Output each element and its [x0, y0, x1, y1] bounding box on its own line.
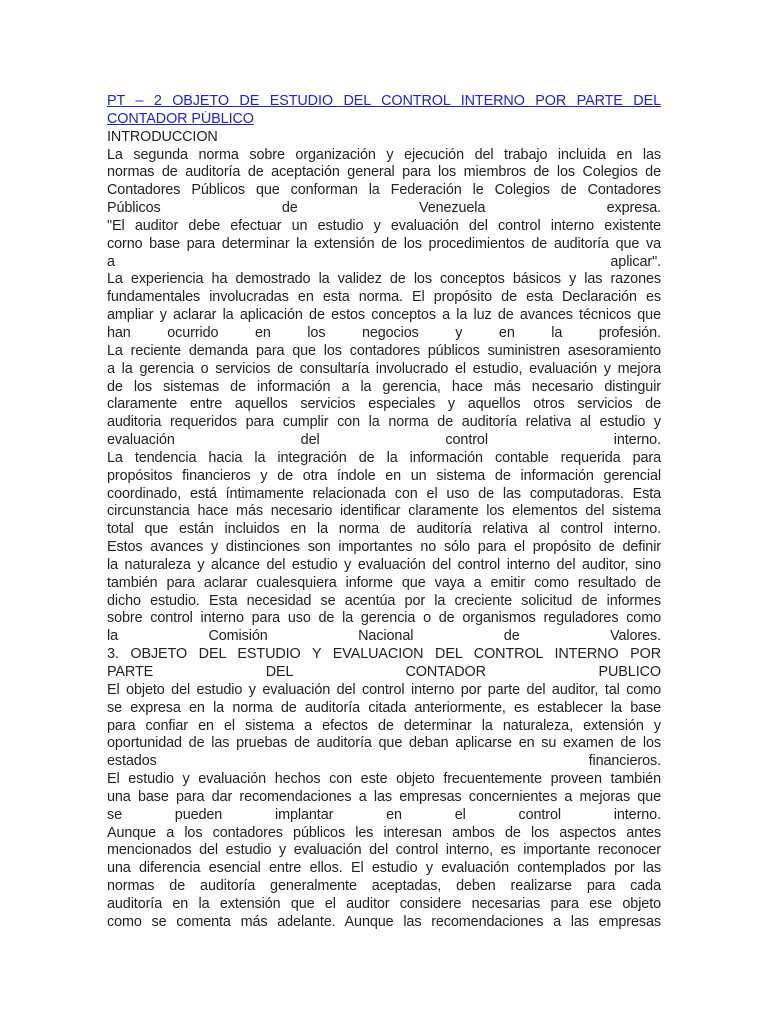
paragraph-line: El estudio y evaluación hechos con este objeto frecuentemente proveen también [107, 771, 661, 788]
paragraph-line: ampliar y aclarar la aplicación de estos conceptos a la luz de avances técnicos que [107, 307, 661, 324]
title-line[interactable]: PT – 2 OBJETO DE ESTUDIO DEL CONTROL INTERNO POR PARTE DEL [107, 93, 661, 109]
paragraph-line: mencionados del estudio y evaluación del control interno, es importante reconocer [107, 842, 661, 859]
paragraph-line: como se comenta más adelante. Aunque las recomendaciones a las empresas [107, 913, 661, 930]
paragraph-line: una base para dar recomendaciones a las empresas concernientes a mejoras que [107, 788, 661, 805]
paragraph-line: auditoría en la extensión que el auditor considere necesarias para ese objeto [107, 895, 661, 912]
paragraph-line: normas de auditoría generalmente aceptadas, deben realizarse para cada [107, 878, 661, 895]
paragraph-line: sobre control interno para uso de la gerencia o de organismos reguladores como [107, 610, 661, 627]
paragraph-line: la naturaleza y alcance del estudio y evaluación del control interno del auditor, sino [107, 556, 661, 573]
paragraph-line: estados financieros. [107, 753, 661, 770]
document-page [107, 93, 661, 932]
paragraph-line: de los sistemas de información a la gerencia, hace más necesario distinguir [107, 378, 661, 395]
paragraph-line: La reciente demanda para que los contadores públicos suministren asesoramiento [107, 342, 661, 359]
paragraph-line: El objeto del estudio y evaluación del control interno por parte del auditor, tal como [107, 681, 661, 698]
document-title-link[interactable] [107, 93, 661, 129]
section-heading-objeto: PARTE DEL CONTADOR PUBLICO [107, 664, 661, 680]
paragraph-line: La experiencia ha demostrado la validez de los conceptos básicos y las razones [107, 271, 661, 288]
paragraph-line: coordinado, está íntimamente relacionada con el uso de las computadoras. Esta [107, 485, 661, 502]
paragraph-line: circunstancia hace más necesario identificar claramente los elementos del sistema [107, 503, 661, 520]
document-body [107, 129, 661, 932]
paragraph-line: Aunque a los contadores públicos les interesan ambos de los aspectos antes [107, 824, 661, 841]
paragraph-line: Estos avances y distinciones son importantes no sólo para el propósito de definir [107, 539, 661, 556]
paragraph-line: la Comisión Nacional de Valores. [107, 628, 661, 645]
paragraph-line: claramente entre aquellos servicios especiales y aquellos otros servicios de [107, 396, 661, 413]
title-line[interactable]: CONTADOR PÚBLICO [107, 110, 254, 127]
section-heading-introduccion: INTRODUCCION [107, 128, 218, 145]
paragraph-line: evaluación del control interno. [107, 432, 661, 449]
paragraph-line: corno base para determinar la extensión de los procedimientos de auditoría que va [107, 235, 661, 252]
paragraph-line: se pueden implantar en el control interno. [107, 806, 661, 823]
paragraph-line: para confiar en el sistema a efectos de determinar la naturaleza, extensión y [107, 717, 661, 734]
paragraph-line: han ocurrido en los negocios y en la profesión. [107, 324, 661, 341]
paragraph-line: propósitos financieros y de otra índole en un sistema de información gerencial [107, 467, 661, 484]
section-heading-objeto: 3. OBJETO DEL ESTUDIO Y EVALUACION DEL CONTROL INTERNO POR [107, 646, 661, 663]
paragraph-line: dicho estudio. Esta necesidad se acentúa por la creciente solicitud de informes [107, 592, 661, 609]
paragraph-line: Públicos de Venezuela expresa. [107, 200, 661, 217]
paragraph-line: auditoria requeridos para cumplir con la norma de auditoría relativa al estudio y [107, 414, 661, 431]
paragraph-line: total que están incluidos en la norma de auditoría relativa al control interno. [107, 521, 661, 538]
paragraph-line: una diferencia esencial entre ellos. El estudio y evaluación contemplados por las [107, 860, 661, 877]
paragraph-line: a la gerencia o servicios de consultaría involucrado el estudio, evaluación y mejora [107, 360, 661, 377]
paragraph-line: "El auditor debe efectuar un estudio y evaluación del control interno existente [107, 217, 661, 234]
paragraph-line: La tendencia hacia la integración de la información contable requerida para [107, 449, 661, 466]
paragraph-line: se expresa en la norma de auditoría citada anteriormente, es establecer la base [107, 699, 661, 716]
paragraph-line: Contadores Públicos que conforman la Federación le Colegios de Contadores [107, 182, 661, 199]
paragraph-line: fundamentales involucradas en esta norma. El propósito de esta Declaración es [107, 289, 661, 306]
paragraph-line: La segunda norma sobre organización y ejecución del trabajo incluida en las [107, 146, 661, 163]
paragraph-line: también para aclarar cualesquiera informe que vaya a emitir como resultado de [107, 574, 661, 591]
paragraph-line: normas de auditoría de aceptación general para los miembros de los Colegios de [107, 164, 661, 181]
paragraph-line: oportunidad de las pruebas de auditoría que deban aplicarse en su examen de los [107, 735, 661, 752]
paragraph-line: a aplicar". [107, 253, 661, 270]
